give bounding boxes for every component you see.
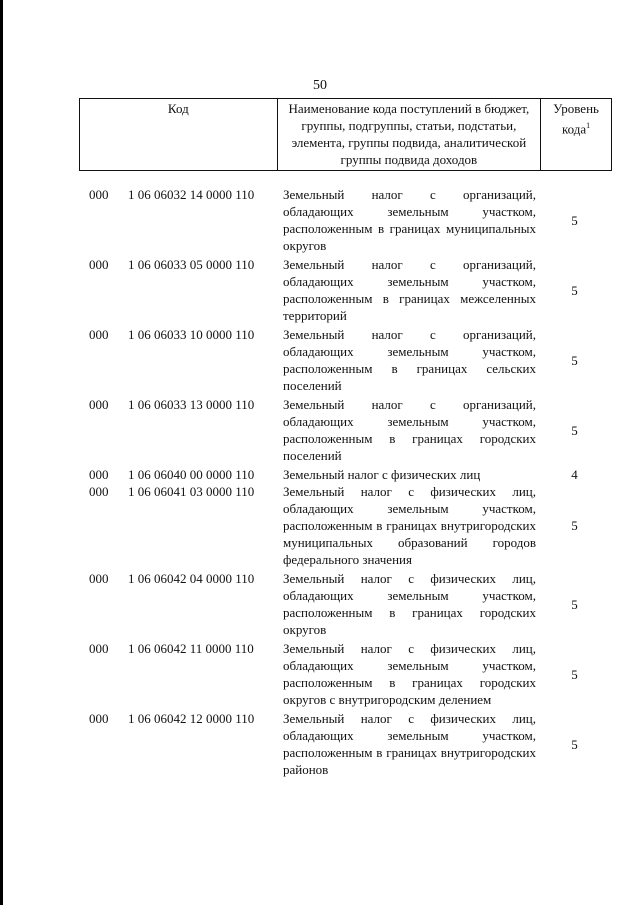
row-code: 1 06 06033 13 0000 110 <box>128 397 255 412</box>
row-level: 5 <box>571 422 578 438</box>
row-name: Земельный налог с организаций, обладающих земельным участком, расположенным в границах межселенных территорий <box>283 257 536 323</box>
header-level-label: Уровень кода <box>553 101 599 137</box>
row-prefix: 000 <box>89 711 109 726</box>
row-prefix: 000 <box>89 187 109 202</box>
row-name: Земельный налог с физических лиц, обладающих земельным участком, расположенным в границах внутригородских районов <box>283 711 536 777</box>
row-name: Земельный налог с организаций, обладающих земельным участком, расположенным в границах городских поселений <box>283 397 536 463</box>
table-row <box>0 570 640 638</box>
row-prefix: 000 <box>89 257 109 272</box>
row-level: 5 <box>571 518 578 533</box>
row-name: Земельный налог с физических лиц, обладающих земельным участком, расположенным в границах городских округов с внутригородским делением <box>283 641 536 707</box>
table-row <box>0 640 640 708</box>
row-code: 1 06 06042 11 0000 110 <box>128 641 254 656</box>
row-code: 1 06 06040 00 0000 110 <box>128 467 255 482</box>
row-code: 1 06 06042 12 0000 110 <box>128 711 255 726</box>
table-row <box>0 710 640 778</box>
row-level: 5 <box>571 666 578 682</box>
row-name: Земельный налог с организаций, обладающих земельным участком, расположенным в границах муниципальных округов <box>283 187 536 253</box>
row-level: 5 <box>571 212 578 228</box>
table-row <box>0 256 640 324</box>
header-name: Наименование кода поступлений в бюджет, группы, подгруппы, статьи, подстатьи, элемента, группы подвида, аналитической группы подвида доходов <box>278 99 542 170</box>
row-name: Земельный налог с организаций, обладающих земельным участком, расположенным в границах сельских поселений <box>283 327 536 393</box>
table-body <box>0 186 640 778</box>
table-row <box>0 396 640 464</box>
row-prefix: 000 <box>89 484 109 499</box>
row-level: 5 <box>571 596 578 612</box>
row-prefix: 000 <box>89 397 109 412</box>
row-prefix: 000 <box>89 467 109 482</box>
row-code: 1 06 06041 03 0000 110 <box>128 484 255 499</box>
row-level: 5 <box>571 736 578 752</box>
header-code: Код <box>80 99 278 170</box>
table-row <box>0 326 640 394</box>
table-row <box>0 466 640 483</box>
table-header <box>79 98 612 171</box>
row-name: Земельный налог с физических лиц, обладающих земельным участком, расположенным в границах внутригородских муниципальных образований городов федерального значения <box>283 484 536 567</box>
header-level <box>541 99 612 170</box>
row-name: Земельный налог с физических лиц, обладающих земельным участком, расположенным в границах городских округов <box>283 571 536 637</box>
row-level: 4 <box>571 467 578 482</box>
table-row <box>0 483 640 568</box>
row-prefix: 000 <box>89 327 109 342</box>
page-number: 50 <box>313 78 327 93</box>
row-prefix: 000 <box>89 571 109 586</box>
row-code: 1 06 06033 05 0000 110 <box>128 257 255 272</box>
table-row <box>0 186 640 254</box>
row-code: 1 06 06032 14 0000 110 <box>128 187 255 202</box>
row-code: 1 06 06042 04 0000 110 <box>128 571 255 586</box>
row-prefix: 000 <box>89 641 109 656</box>
row-code: 1 06 06033 10 0000 110 <box>128 327 255 342</box>
row-name: Земельный налог с физических лиц <box>283 467 481 482</box>
header-level-footnote: 1 <box>586 121 591 130</box>
row-level: 5 <box>571 352 578 368</box>
row-level: 5 <box>571 282 578 298</box>
